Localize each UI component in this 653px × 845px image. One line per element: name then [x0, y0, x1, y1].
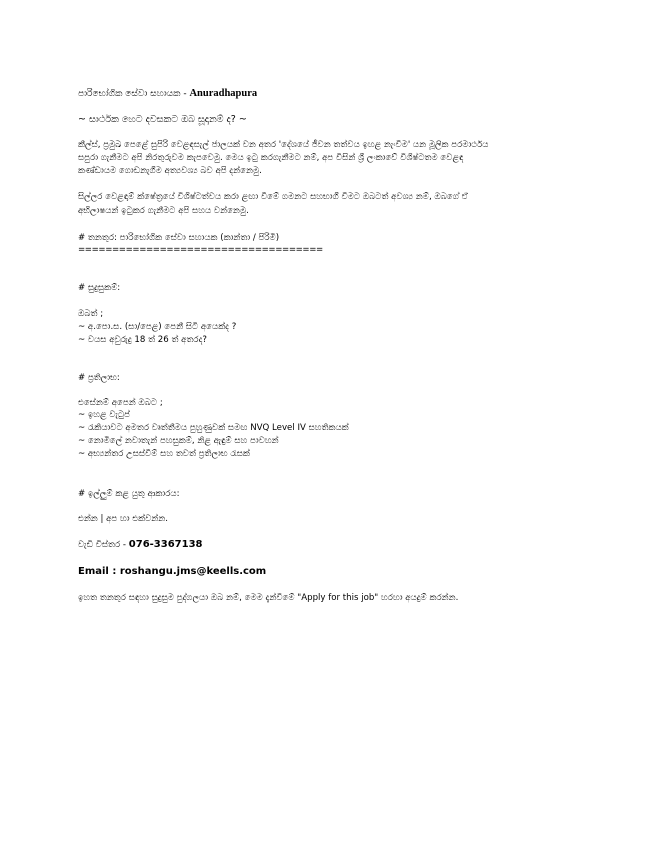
document-subtitle: ~ සාර්ථක හෙට දවසකට ඔබ සූදානම් ද? ~: [78, 114, 247, 125]
apply-line: එන්න | අප හා එක්වන්න.: [78, 514, 168, 524]
phone-line: [78, 539, 203, 551]
email-line: [78, 566, 266, 578]
intro-line: සපුරා ගැනීමට අපි නිරතුරුවම කැපවෙමු. මෙය ඉටු කරගැනීමට නම්, අප විසින් ශ්‍රී ලංකාවේ විශිෂ්ටතම වෙළඳ: [78, 153, 464, 163]
title-prefix: පාරිභෝගික සේවා සහායක -: [78, 89, 190, 99]
email-address[interactable]: roshangu.jms@keells.com: [119, 566, 267, 577]
mission-line: අභිලාෂයන් ඉටුකර ගැනීමට අපි සහය වන්නෙමු.: [78, 206, 249, 216]
qualifications-heading: # සුදුසුකම්:: [78, 283, 121, 293]
qualification-item: ~ වයස අවුරුදු 18 ත් 26 ත් අතරද?: [78, 335, 207, 345]
intro-line: කීල්ස්, ප්‍රමුඛ පෙළේ සුපිරි වෙළඳසැල් ජාලයක් වන අතර 'දේශයේ ජීවන තත්වය ඉහළ නැංවීම' යන මූලික පරමාර්ථය: [78, 140, 489, 150]
qualifications-intro: ඔබත් ;: [78, 309, 104, 319]
benefits-intro: එසේනම් අපෙන් ඔබට ;: [78, 398, 163, 408]
apply-heading: # ඉල්ලුම් කළ යුතු ආකාරය:: [78, 489, 180, 499]
benefit-item: ~ රැකියාවට අමතර වෘත්තීමය පුහුණුවක් සමඟ NVQ Level IV සහතිකයක්: [78, 423, 349, 433]
email-label: Email :: [78, 566, 120, 577]
phone-label: වැඩි විස්තර -: [78, 540, 129, 550]
position-line: # තනතුර: පාරිභෝගික සේවා සහායක (කාන්තා / පිරිමි): [78, 233, 280, 243]
mission-line: සිල්ලර වෙළඳාම් ක්ෂේත්‍රයේ විශිෂ්ටත්වය කරා ළඟා වීමේ ගමනට සහභාගී වීමට ඔබටත් අවශ්‍ය නම්, ඔබගේ ඒ: [78, 192, 469, 202]
document-title: [78, 88, 257, 100]
qualification-item: ~ අ.පො.ස. (සා/පෙළ) පෙනී සිටි අයෙක්ද ?: [78, 322, 237, 332]
benefit-item: ~ අභ්‍යන්තර උසස්වීම් සහ තවත් ප්‍රතිලාභ රැසක්: [78, 449, 250, 459]
title-brand: Anuradhapura: [189, 88, 258, 99]
separator-line: ====================================: [78, 245, 323, 255]
benefit-item: ~ ඉහළ වැටුප්: [78, 410, 130, 420]
phone-number[interactable]: 076-3367138: [128, 539, 203, 550]
benefit-item: ~ නොමිලේ නවාතැන් පහසුකම්, නිළ ඇඳුම් සහ පාවහන්: [78, 436, 279, 446]
closing-line: ඉහත තනතුර සඳහා සුදුසුම පුද්ගලයා ඔබ නම්, මෙම දැන්වීමේ "Apply for this job" හරහා අයදුම් කරන්න.: [78, 593, 459, 603]
benefits-heading: # ප්‍රතිලාභ:: [78, 373, 120, 383]
intro-line: කණ්ඩායම ගොඩනැගීම අත්‍යවශ්‍ය බව අපි දන්නෙමු.: [78, 166, 262, 176]
